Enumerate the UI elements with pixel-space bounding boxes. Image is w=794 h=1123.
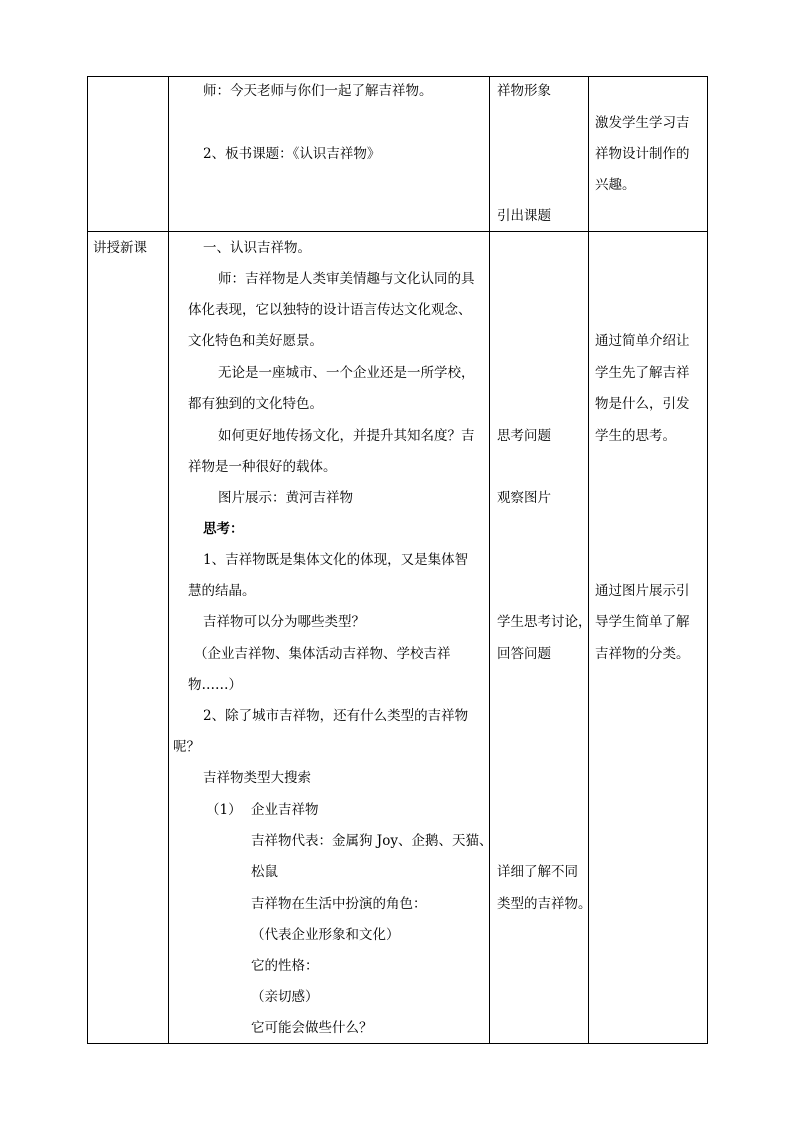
content-line: 呢？ xyxy=(173,739,200,755)
design-intent-line: 学生的思考。 xyxy=(595,428,676,444)
student-activity-line: 引出课题 xyxy=(497,208,551,224)
content-line: 2、除了城市吉祥物，还有什么类型的吉祥物 xyxy=(203,708,469,724)
design-intent-line: 物是什么，引发 xyxy=(595,396,690,412)
content-line: 吉祥物代表：金属狗 Joy、企鹅、天猫、 xyxy=(251,833,493,849)
stage-label: 讲授新课 xyxy=(93,240,147,256)
content-line: 松鼠 xyxy=(251,864,278,880)
student-activity-line: 观察图片 xyxy=(497,490,551,506)
content-line: 图片展示：黄河吉祥物 xyxy=(218,490,353,506)
content-line: 都有独到的文化特色。 xyxy=(188,396,323,412)
content-line: 如何更好地传扬文化，并提升其知名度？吉 xyxy=(218,428,475,444)
table-column-divider xyxy=(168,76,169,1044)
student-activity-line: 思考问题 xyxy=(497,428,551,444)
design-intent-line: 通过简单介绍让 xyxy=(595,333,690,349)
student-activity-line: 类型的吉祥物。 xyxy=(497,896,592,912)
content-line: 它的性格： xyxy=(251,958,319,974)
content-line: 2、板书课题：《认识吉祥物》 xyxy=(203,146,381,162)
table-column-divider xyxy=(489,76,490,1044)
design-intent-line: 学生先了解吉祥 xyxy=(595,365,690,381)
design-intent-line: 祥物设计制作的 xyxy=(595,146,690,162)
content-line: 吉祥物可以分为哪些类型？ xyxy=(203,614,365,630)
content-line: （亲切感） xyxy=(251,989,319,1005)
content-line: 企业吉祥物 xyxy=(251,802,319,818)
list-number: （1） xyxy=(206,802,242,818)
design-intent-line: 导学生简单了解 xyxy=(595,614,690,630)
student-activity-line: 学生思考讨论， xyxy=(497,614,592,630)
content-line: 师：今天老师与你们一起了解吉祥物。 xyxy=(203,83,433,99)
table-border-left xyxy=(87,76,88,1044)
content-line: 吉祥物在生活中扮演的角色： xyxy=(251,896,427,912)
content-line: 文化特色和美好愿景。 xyxy=(188,333,323,349)
content-line: 吉祥物类型大搜索 xyxy=(203,770,311,786)
content-line: 1、吉祥物既是集体文化的体现，又是集体智 xyxy=(203,552,469,568)
table-border-top xyxy=(87,76,708,77)
content-line: 祥物是一种很好的载体。 xyxy=(188,459,337,475)
content-line: 无论是一座城市、一个企业还是一所学校， xyxy=(218,365,475,381)
content-line: 一、认识吉祥物。 xyxy=(203,240,311,256)
content-line: （代表企业形象和文化） xyxy=(251,927,400,943)
content-line: 体化表现，它以独特的设计语言传达文化观念、 xyxy=(188,302,472,318)
design-intent-line: 通过图片展示引 xyxy=(595,583,690,599)
table-row-divider xyxy=(87,231,708,232)
table-border-right xyxy=(707,76,708,1044)
content-line: 慧的结晶。 xyxy=(188,583,256,599)
content-line: 师：吉祥物是人类审美情趣与文化认同的具 xyxy=(218,271,475,287)
student-activity-line: 回答问题 xyxy=(497,646,551,662)
content-line: 它可能会做些什么？ xyxy=(251,1020,373,1036)
design-intent-line: 激发学生学习吉 xyxy=(595,115,690,131)
student-activity-line: 详细了解不同 xyxy=(497,864,578,880)
design-intent-line: 吉祥物的分类。 xyxy=(595,646,690,662)
design-intent-line: 兴趣。 xyxy=(595,177,636,193)
table-border-bottom xyxy=(87,1043,708,1044)
content-line: 物……） xyxy=(188,677,242,693)
content-line: （企业吉祥物、集体活动吉祥物、学校吉祥 xyxy=(194,646,451,662)
thinking-heading: 思考： xyxy=(203,521,244,537)
student-activity-line: 祥物形象 xyxy=(497,83,551,99)
